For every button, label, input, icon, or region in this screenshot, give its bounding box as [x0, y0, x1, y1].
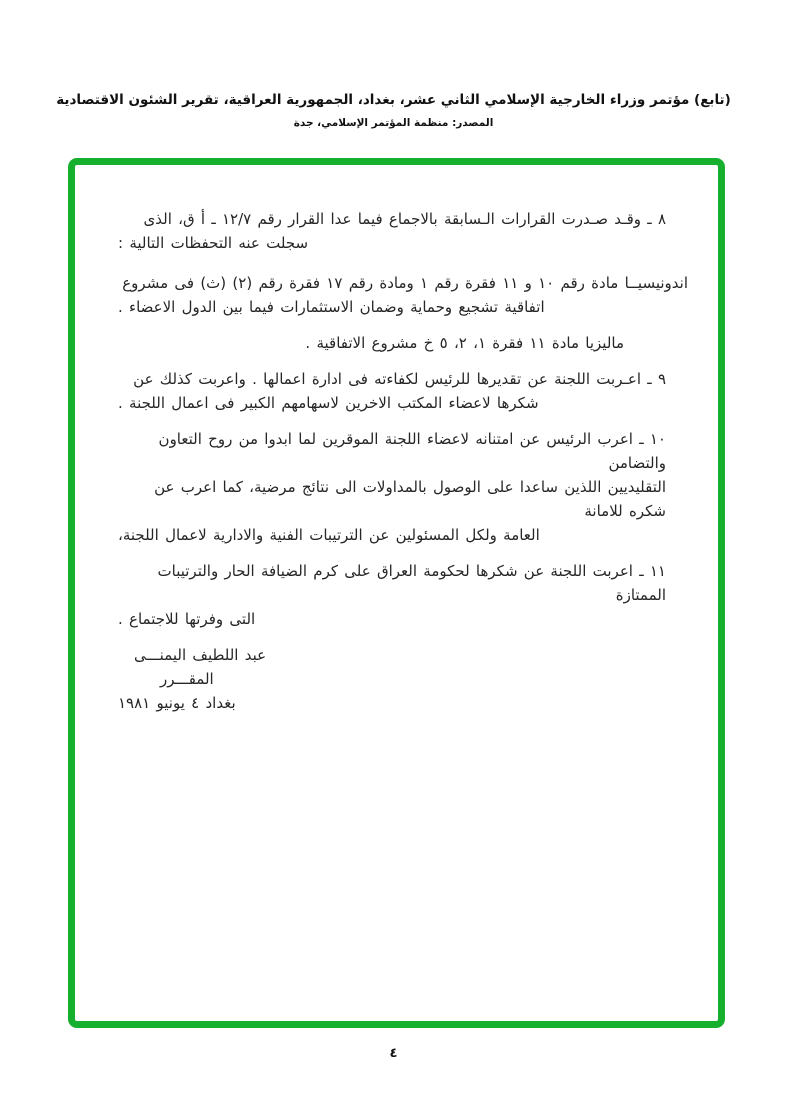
signature-block [118, 643, 666, 715]
paragraph-10-line-2: التقليديين اللذين ساعدا على الوصول بالمداولات الى نتائج مرضية، كما اعرب عن شكره للامانة [154, 478, 666, 520]
paragraph-10-line-3: العامة ولكل المسئولين عن الترتيبات الفنية والادارية لاعمال اللجنة، [118, 526, 540, 544]
paragraph-8-line-1: ٨ ـ وقـد صـدرت القرارات الـسابقة بالاجماع فيما عدا القرار رقم ١٢/٧ ـ أ ق، الذى [143, 210, 666, 228]
signature-title: المقـــرر [160, 670, 214, 688]
malaysia-reservation-line: ماليزيا مادة ١١ فقرة ١، ٢، ٥ خ مشروع الاتفاقية . [305, 334, 624, 352]
paragraph-11-line-1: ١١ ـ اعربت اللجنة عن شكرها لحكومة العراق على كرم الضيافة الحار والترتيبات الممتازة [157, 562, 666, 604]
paragraph-8-line-2: سجلت عنه التحفظات التالية : [118, 234, 309, 252]
paragraph-11-line-2: التى وفرتها للاجتماع . [118, 610, 256, 628]
paragraph-10-line-1: ١٠ ـ اعرب الرئيس عن امتنانه لاعضاء اللجنة الموقرين لما ابدوا من روح التعاون والتضامن [158, 430, 666, 472]
document-header-title: (تابع) مؤتمر وزراء الخارجية الإسلامي الثاني عشر، بغداد، الجمهورية العراقية، تقرير الشئون الاقتصادية [56, 92, 731, 108]
signature-place-date: بغداد ٤ يونيو ١٩٨١ [118, 694, 236, 712]
page-number: ٤ [389, 1046, 398, 1061]
paragraph-9-line-2: شكرها لاعضاء المكتب الاخرين لاسهامهم الكبير فى اعمال اللجنة . [118, 394, 539, 412]
indonesia-reservation-line-2: اتفاقية تشجيع وحماية وضمان الاستثمارات فيما بين الدول الاعضاء . [118, 298, 545, 316]
document-body [118, 207, 688, 715]
indonesia-reservation-line-1: اندونيسيــا مادة رقم ١٠ و ١١ فقرة رقم ١ ومادة رقم ١٧ فقرة رقم (٢) (ث) فى مشروع [122, 274, 688, 292]
signature-name: عبد اللطيف اليمنـــى [134, 646, 267, 664]
paragraph-9-line-1: ٩ ـ اعـربت اللجنة عن تقديرها للرئيس لكفاءته فى ادارة اعمالها . واعربت كذلك عن [133, 370, 666, 388]
document-header-source: المصدر: منظمة المؤتمر الإسلامي، جدة [293, 117, 494, 129]
